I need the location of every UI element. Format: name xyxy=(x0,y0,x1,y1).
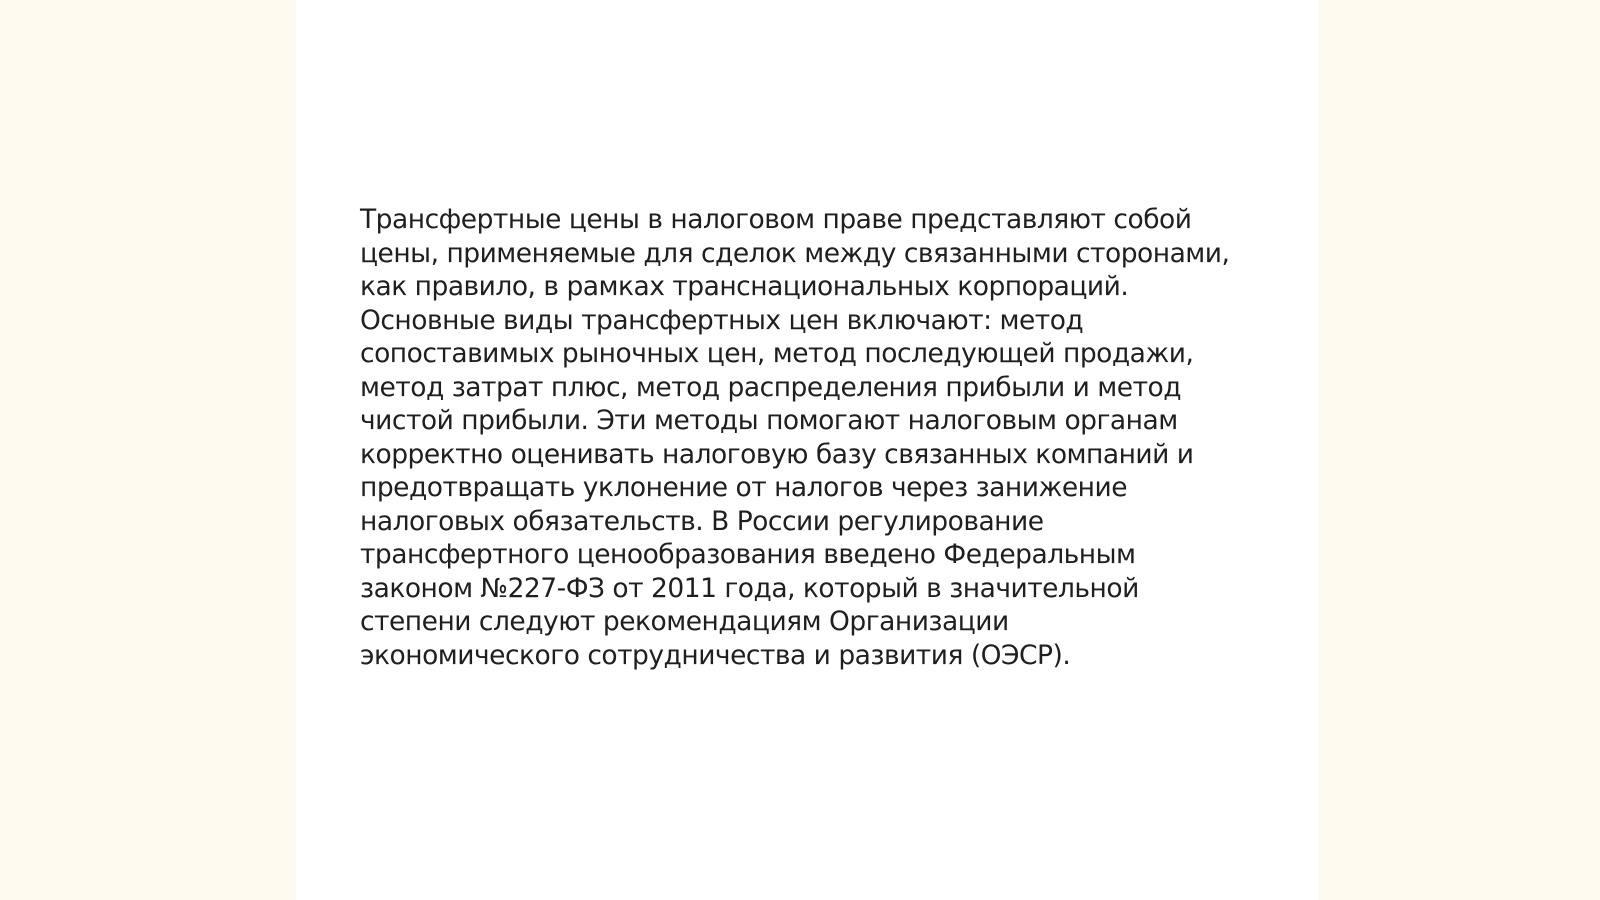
text-line: сопоставимых рыночных цен, метод последующей продажи, xyxy=(360,338,1194,369)
text-line: экономического сотрудничества и развития (ОЭСР). xyxy=(360,639,1071,671)
text-line: степени следуют рекомендациям Организации xyxy=(360,606,1009,637)
text-line: метод затрат плюс, метод распределения прибыли и метод xyxy=(360,371,1182,403)
text-line: трансфертного ценообразования введено Федеральным xyxy=(360,539,1136,570)
text-line: Основные виды трансфертных цен включают: метод xyxy=(360,304,1084,336)
body-paragraph xyxy=(360,203,1260,672)
text-line: предотвращать уклонение от налогов через занижение xyxy=(360,472,1127,503)
text-line: налоговых обязательств. В России регулирование xyxy=(360,505,1044,537)
text-line: законом №227-ФЗ от 2011 года, который в значительной xyxy=(360,572,1139,604)
text-line: цены, применяемые для сделок между связанными сторонами, xyxy=(360,237,1230,269)
text-line: Трансфертные цены в налоговом праве представляют собой xyxy=(360,204,1192,235)
slide-page xyxy=(296,0,1318,900)
text-line: чистой прибыли. Эти методы помогают налоговым органам xyxy=(360,405,1178,436)
text-line: как правило, в рамках транснациональных корпораций. xyxy=(360,271,1129,302)
text-line: корректно оценивать налоговую базу связанных компаний и xyxy=(360,438,1194,470)
